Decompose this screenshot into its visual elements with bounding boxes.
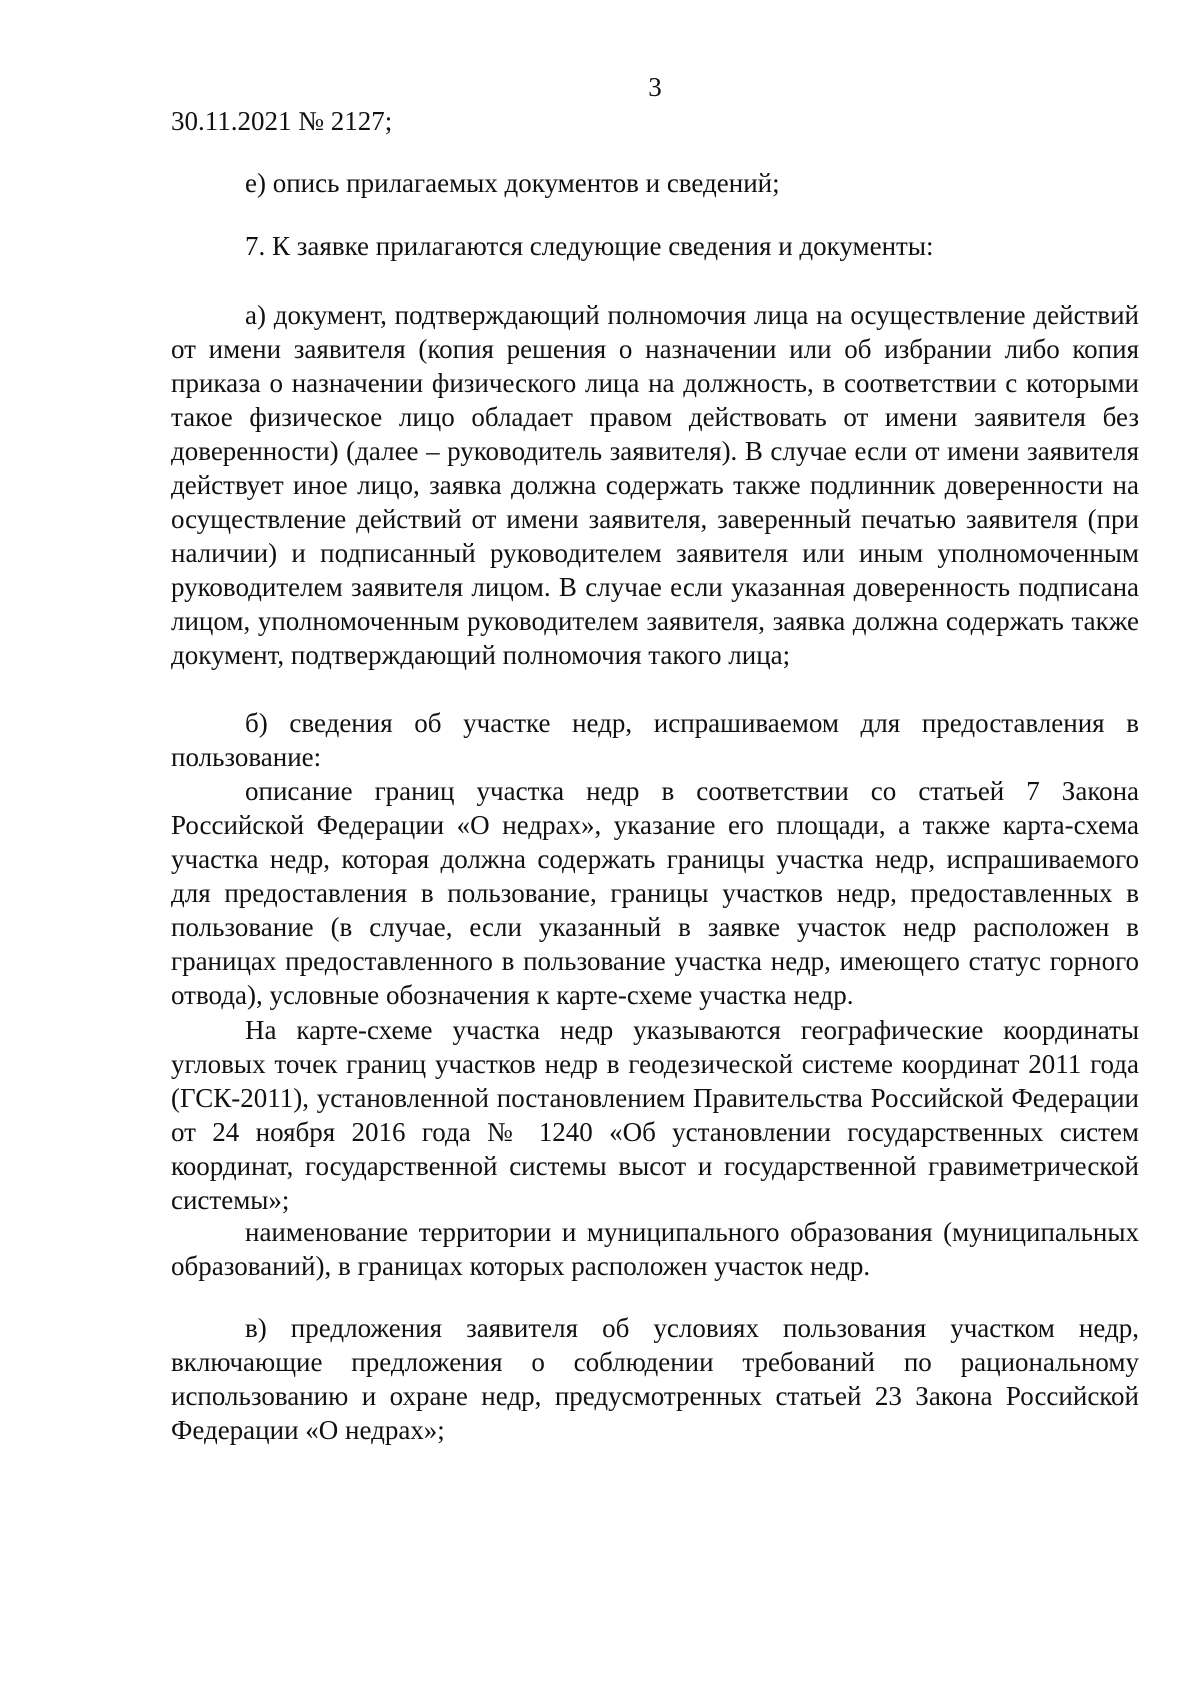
paragraph-item-e: е) опись прилагаемых документов и сведений;: [245, 168, 780, 198]
paragraph-boundary-description: описание границ участка недр в соответствии со статьей 7 Закона Российской Федерации «О недрах», указание его площади, а также карта-схема участка недр, которая должна содержать границы участка недр, испрашиваемого для предоставления в пользование, границы участков недр, предоставленных в пользование (в случае, если указанный в заявке участок недр расположен в границах предоставленного в пользование участка недр, имеющего статус горного отвода), условные обозначения к карте-схеме участка недр.: [171, 776, 1139, 1010]
paragraph-item-a: а) документ, подтверждающий полномочия лица на осуществление действий от имени заявителя (копия решения о назначении или об избрании либо копия приказа о назначении физического лица на должность, в соответствии с которыми такое физическое лицо обладает правом действовать от имени заявителя без доверенности) (далее – руководитель заявителя). В случае если от имени заявителя действует иное лицо, заявка должна содержать также подлинник доверенности на осуществление действий от имени заявителя, заверенный печатью заявителя (при наличии) и подписанный руководителем заявителя или иным уполномоченным руководителем заявителя лицом. В случае если указанная доверенность подписана лицом, уполномоченным руководителем заявителя, заявка должна содержать также документ, подтверждающий полномочия такого лица;: [171, 300, 1139, 670]
paragraph-territory-name: наименование территории и муниципального образования (муниципальных образований), в границах которых расположен участок недр.: [171, 1217, 1139, 1281]
paragraph-item-b: б) сведения об участке недр, испрашиваемом для предоставления в пользование:: [171, 708, 1139, 772]
paragraph-item-v: в) предложения заявителя об условиях пользования участком недр, включающие предложения о соблюдении требований по рациональному использованию и охране недр, предусмотренных статьей 23 Закона Российской Федерации «О недрах»;: [171, 1313, 1139, 1445]
page-number: 3: [648, 72, 662, 102]
paragraph-section-7: 7. К заявке прилагаются следующие сведения и документы:: [245, 231, 934, 261]
paragraph-map-coordinates: На карте-схеме участка недр указываются географические координаты угловых точек границ участков недр в геодезической системе координат 2011 года (ГСК-2011), установленной постановлением Правительства Российской Федерации от 24 ноября 2016 года № 1240 «Об установлении государственных систем координат, государственной системы высот и государственной гравиметрической системы»;: [171, 1015, 1139, 1215]
paragraph-reference-number: 30.11.2021 № 2127;: [171, 106, 393, 136]
